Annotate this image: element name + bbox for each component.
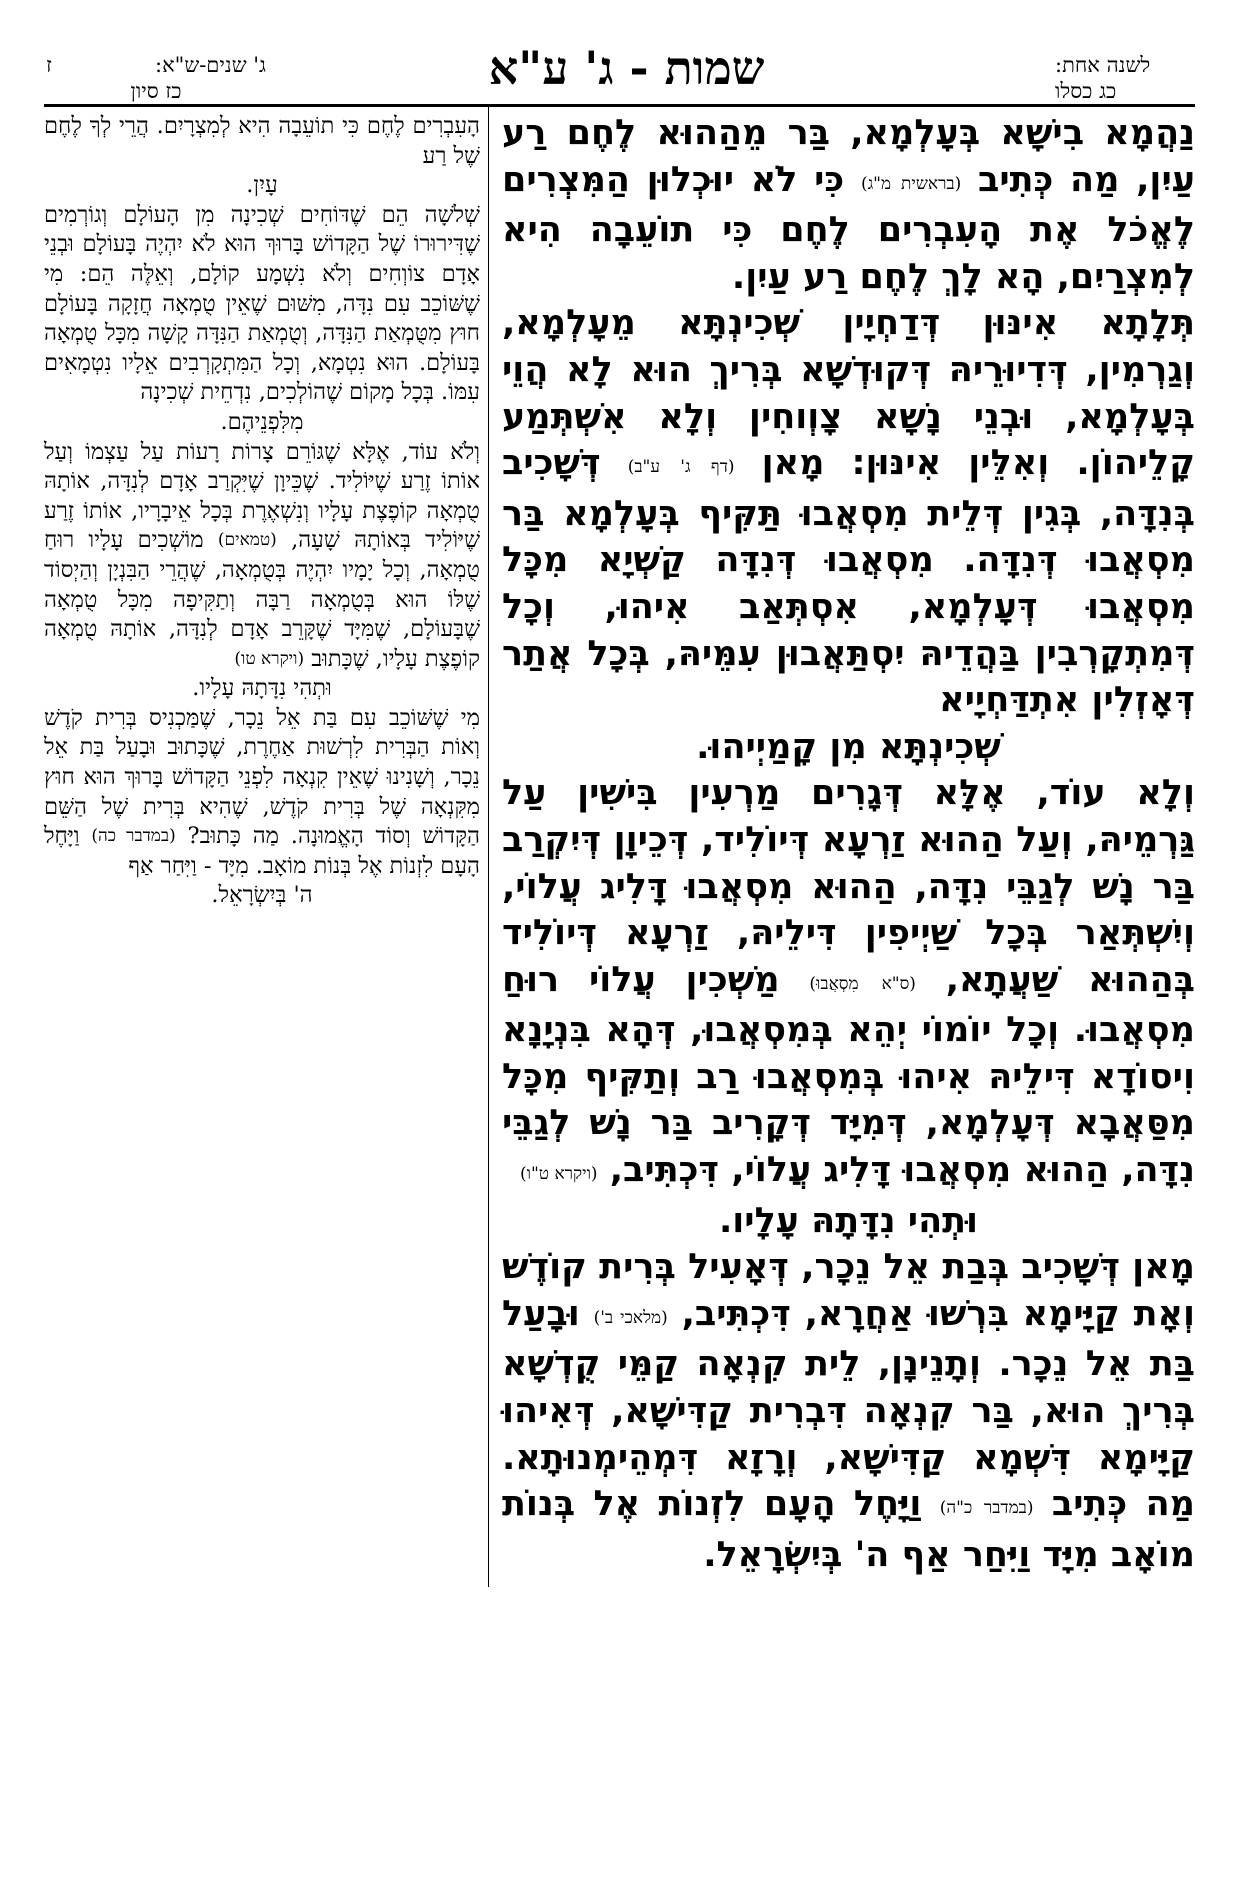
header-rule	[44, 104, 1195, 107]
main-paragraph-3-end: וּתְהִי נִדָּתָהּ עָלָיו.	[718, 1200, 979, 1241]
main-text-column	[502, 110, 1195, 1578]
source-ref: (במדבר כ"ה)	[939, 1498, 1034, 1519]
header-left	[46, 52, 266, 104]
commentary-paragraph-4-end: ה' בְּיִשְׂרָאֵל.	[211, 882, 313, 909]
commentary-paragraph-4: מִי שֶׁשּׁוֹכֵב עִם בַּת אֵל נֵכָר, שֶׁמַּכְנִיס בְּרִית קֹדֶשׁ וְאוֹת הַבְּרִית לִרְשׁוּת אַחֶרֶת, שֶׁכָּתוּב וּבָעַל בַּת אֵל נֵכָר, וְשָׁנִינוּ שֶׁאֵין קִנְאָה לִפְנֵי הַקָּדוֹשׁ בָּרוּךְ הוּא חוּץ מִקִּנְאָה שֶׁל בְּרִית קֹדֶשׁ, שֶׁהִיא בְּרִית שֶׁל הַשֵּׁם הַקָּדוֹשׁ וְסוֹד הָאֱמוּנָה. מַה כָּתוּב? (במדבר כה) וַיָּחֶל הָעָם לִזְנוֹת אֶל בְּנוֹת מוֹאָב. מִיָּד - וַיִּחַר אַף	[44, 704, 480, 879]
main-paragraph-1: נַהֲמָא בִישָׁא בְּעָלְמָא, בַּר מֵהַהוּא לֶחֶם רַע עַיִן, מַה כְּתִיב (בראשית מ"ג) כִּי לֹא יוּכְלוּן הַמִּצְרִים לֶאֱכֹל אֶת הָעִבְרִים לֶחֶם כִּי תוֹעֵבָה הִיא לְמִצְרַיִם, הָא לָךְ לֶחֶם רַע עַיִן.	[502, 113, 1196, 297]
commentary-paragraph-3: וְלֹא עוֹד, אֶלָּא שֶׁגּוֹרֵם צָרוֹת רָעוֹת עַל עַצְמוֹ וְעַל אוֹתוֹ זֶרַע שֶׁיּוֹלִיד. שֶׁכֵּיוָן שֶׁיִּקְרַב אָדָם לְנִדָּה, אוֹתָהּ טֻמְאָה קוֹפֶצֶת עָלָיו וְנִשְׁאֶרֶת בְּכָל אֵיבָרָיו, אוֹתוֹ זֶרַע שֶׁיּוֹלִיד בְּאוֹתָהּ שָׁעָה, (טמאים) מוֹשְׁכִים עָלָיו רוּחַ טֻמְאָה, וְכָל יָמָיו יִהְיֶה בְּטֻמְאָה, שֶׁהֲרֵי הַבִּנְיָן וְהַיְסוֹד שֶׁלּוֹ הוּא בְּטֻמְאָה רַבָּה וְתַקִּיפָה מִכָּל טֻמְאָה שֶׁבָּעוֹלָם, שֶׁמִּיָּד שֶׁקָּרֵב אָדָם לְנִדָּה, אוֹתָהּ טֻמְאָה קוֹפֶצֶת עָלָיו, שֶׁכָּתוּב (ויקרא טו)	[44, 438, 480, 672]
commentary-paragraph-1: הָעִבְרִים לֶחֶם כִּי תוֹעֵבָה הִיא לְמִצְרָיִם. הֲרֵי לְךָ לֶחֶם שֶׁל רַע	[44, 113, 480, 169]
main-paragraph-2: תְּלָתָא אִינּוּן דְּדַחְיָין שְׁכִינְתָּא מֵעָלְמָא, וְגַרְמִין, דְּדִיוּרֵיהּ דְּקוּדְשָׁא בְּרִיךְ הוּא לָא הֲוֵי בְּעָלְמָא, וּבְנֵי נָשָׁא צָוְוחִין וְלָא אִשְׁתְּמַע קָלֵיהוֹן. וְאִלֵּין אִינּוּן: מָאן (דף ג' ע"ב) דְּשָׁכִיב בְּנִדָּה, בְּגִין דְּלֵית מִסְאֲבוּ תַּקִּיף בְּעָלְמָא בַּר מִסְאֲבוּ דְּנִדָּה. מִסְאֲבוּ דְּנִדָּה קַשְׁיָא מִכָּל מִסְאֲבוּ דְּעָלְמָא, אִסְתְּאַב אִיהוּ, וְכָל דְּמִתְקָרְבִין בַּהֲדֵיהּ יִסְתַּאֲבוּן עִמֵּיהּ, בְּכָל אֲתַר דְּאָזְלִין אִתְדַּחְיָיא	[502, 303, 1195, 721]
header-right-line2: כג כסלו	[1055, 79, 1117, 103]
commentary-paragraph-1-end: עָיִן.	[246, 172, 278, 199]
main-paragraph-2-end: שְׁכִינְתָּא מִן קָמַיְיהוּ.	[696, 726, 1001, 767]
source-ref: (בראשית מ"ג)	[860, 173, 962, 194]
header-left-line2: כז סיון	[130, 79, 182, 103]
commentary-paragraph-2: שְׁלֹשָׁה הֵם שֶׁדּוֹחִים שְׁכִינָה מִן הָעוֹלָם וְגוֹרְמִים שֶׁדִּירוּרוֹ שֶׁל הַקָּדוֹשׁ בָּרוּךְ הוּא לֹא יִהְיֶה בָּעוֹלָם וּבְנֵי אָדָם צוֹוְחִים וְלֹא נִשְׁמָע קוֹלָם, וְאֵלֶּה הֵם: מִי שֶׁשּׁוֹכֵב עִם נִדָּה, מִשּׁוּם שֶׁאֵין טֻמְאָה חֲזָקָה בָּעוֹלָם חוּץ מִטֻּמְאַת הַנִּדָּה, וְטֻמְאַת הַנִּדָּה קָשָׁה מִכָּל טֻמְאָה בָּעוֹלָם. הוּא נִטְמָא, וְכָל הַמִּתְקָרְבִים אֵלָיו נִטְמָאִים עִמּוֹ. בְּכָל מָקוֹם שֶׁהוֹלְכִים, נִדְחֵית שְׁכִינָה	[44, 201, 480, 406]
page-letter: ז	[46, 53, 52, 77]
commentary-paragraph-2-end: מִלִּפְנֵיהֶם.	[220, 408, 304, 435]
page-title: שמות - ג' ע"א	[488, 41, 765, 95]
commentary-paragraph-3-end: וּתְהִי נִדָּתָהּ עָלָיו.	[192, 675, 332, 702]
source-ref: (ויקרא ט"ו)	[520, 1164, 598, 1185]
main-paragraph-3: וְלָא עוֹד, אֶלָּא דְּגָרִים מַרְעִין בִּישִׁין עַל גַּרְמֵיהּ, וְעַל הַהוּא זַרְעָא דְּיוֹלִיד, דְּכֵיוָן דְּיִקְרַב בַּר נָשׁ לְגַבֵּי נִדָּה, הַהוּא מִסְאֲבוּ דָּלִיג עֲלוֹי, וְיִשְׁתְּאַר בְּכָל שַׁיְיפִין דִּילֵיהּ, זַרְעָא דְּיוֹלִיד בְּהַהוּא שַׁעֲתָא, (ס"א מִסְאֲבוּ) מַשְׁכִין עֲלוֹי רוּחַ מִסְאֲבוּ. וְכָל יוֹמוֹי יְהֵא בְּמִסְאֲבוּ, דְּהָא בִּנְיָנָא וִיסוֹדָא דִּילֵיהּ אִיהוּ בְּמִסְאֲבוּ רַב וְתַקִּיף מִכָּל מִסַּאֲבָא דְּעָלְמָא, דְּמִיָּד דְּקָרִיב בַּר נָשׁ לְגַבֵּי נִדָּה, הַהוּא מִסְאֲבוּ דָּלִיג עֲלוֹי, דִּכְתִּיב, (ויקרא ט"ו)	[502, 773, 1195, 1191]
commentary-column	[44, 112, 480, 911]
variant-ref: (ס"א מִסְאֲבוּ)	[809, 973, 916, 994]
source-ref: (מלאכי ב')	[593, 1307, 668, 1328]
header-left-line1: ג' שנים-ש"א:	[155, 53, 266, 77]
header-right-line1: לשנה אחת:	[1055, 53, 1151, 77]
page-ref: (דף ג' ע"ב)	[627, 457, 735, 478]
main-paragraph-4: מָאן דְּשָׁכִיב בְּבַת אֵל נֵכָר, דְּאָעִיל בְּרִית קוֹדֶשׁ וְאָת קַיָּימָא בִּרְשׁוּ אַחֲרָא, דִּכְתִּיב, (מלאכי ב') וּבָעַל בַּת אֵל נֵכָר. וְתָנֵינָן, לֵית קִנְאָה קַמֵּי קֻדְשָׁא בְּרִיךְ הוּא, בַּר קִנְאָה דִּבְרִית קַדִּישָׁא, דְּאִיהוּ קַיָּימָא דִּשְׁמָא קַדִּישָׁא, וְרָזָא דִּמְהֵימְנוּתָא. מַה כְּתִיב (במדבר כ"ה) וַיָּחֶל הָעָם לִזְנוֹת אֶל בְּנוֹת מוֹאָב מִיָּד וַיִּחַר אַף ה' בְּיִשְׂרָאֵל.	[502, 1247, 1195, 1575]
column-divider	[488, 107, 489, 1587]
